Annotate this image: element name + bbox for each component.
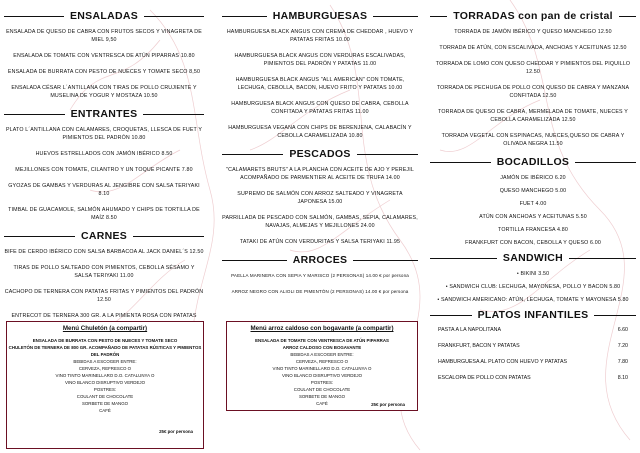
section-title: HAMBURGUESAS (272, 10, 368, 22)
kids-dish: FRANKFURT, BACON Y PATATAS (438, 343, 520, 349)
middle-column (222, 6, 418, 304)
hamburguesas-header (222, 10, 418, 22)
section-title: ARROCES (292, 254, 348, 266)
pescados-header (222, 148, 418, 160)
menu-line: VINO TINTO MARINELLARO D.O. CATALUNYA O (272, 366, 372, 371)
kids-dish: ESCALOPA DE POLLO CON PATATAS (438, 375, 531, 381)
entrantes-header (4, 108, 204, 120)
menu-line: COULANT DE CHOCOLATE (76, 394, 134, 399)
section-title: CARNES (80, 230, 128, 242)
section-title: ENTRANTES (70, 108, 138, 120)
menu-item: TIRAS DE POLLO SALTEADO CON PIMIENTOS, CEBOLLA SÉSAMO Y SALSA TERIYAKI 11.00 (13, 265, 195, 279)
platos-infantiles-header (430, 309, 636, 321)
torradas-header (430, 10, 636, 22)
menu-item: PLATO L´ANTILLANA CON CALAMARES, CROQUETAS, LLESCA DE FUET Y PIMIENTOS DEL PADRÓN 10.80 (5, 127, 202, 141)
bocadillos-header (430, 156, 636, 168)
menu-arroz-box (226, 321, 418, 411)
section-title: PESCADOS (289, 148, 351, 160)
menu-line: POSTRES: (93, 387, 117, 392)
menu-arroz-title: Menú arroz caldoso con bogavante (a compartir) (250, 325, 394, 332)
menu-item: FUET 4.00 (519, 201, 547, 207)
section-title: SANDWICH (502, 252, 564, 264)
kids-price: 6.60 (617, 327, 628, 333)
kids-row (430, 343, 636, 350)
menu-item: TATAKI DE ATÚN CON VERDURITAS Y SALSA TERIYAKI 11.95 (239, 239, 401, 245)
menu-item: ENSALADA DE TOMATE CON VENTRESCA DE ATÚN PIPARRAS 10.80 (13, 53, 195, 59)
menu-item: ATÚN CON ANCHOAS Y ACEITUNAS 5.50 (479, 214, 587, 220)
kids-row (430, 359, 636, 366)
menu-item: TORRADA DE JAMÓN IBÉRICO Y QUESO MANCHEGO 12.50 (454, 29, 612, 35)
menu-item: • BIKINI 3.50 (516, 271, 550, 277)
menu-line: SORBETE DE MANGO (81, 401, 129, 406)
menu-line: ARROZ CALDOSO CON BOGAVANTE (282, 345, 362, 350)
menu-line: CAFÉ (99, 408, 111, 413)
kids-row (430, 327, 636, 334)
menu-item: BIFE DE CERDO IBÉRICO CON SALSA BARBACOA AL JACK DANIEL´S 12.50 (4, 249, 204, 255)
menu-item: ENSALADA DE QUESO DE CABRA CON FRUTOS SECOS Y VINAGRETA DE MIEL 9,50 (6, 29, 202, 43)
arroces-header (222, 254, 418, 266)
menu-line: CAFÉ (316, 401, 328, 406)
menu-item: TORRADA DE PECHUGA DE POLLO CON QUESO DE CABRA Y MANZANA CONFITADA 12.50 (436, 85, 630, 99)
kids-row (430, 375, 636, 382)
menu-item: HAMBURGUESA VEGANA CON CHIPS DE BERENJENA, CALABACÍN Y CEBOLLA CARAMELIZADA 10.80 (228, 125, 412, 139)
menu-line: VINO TINTO MARINELLARO D.O. CATALUNYA O (55, 373, 155, 378)
menu-item: CACHOPO DE TERNERA CON PATATAS FRITAS Y PIMIENTOS DEL PADRÓN 12.50 (4, 289, 204, 303)
menu-line: POSTRES: (310, 380, 334, 385)
menu-item: ARROZ NEGRO CON ALIOLI DE PIMENTÓN (2 PERSONAS) 14.00 € por persona (231, 289, 409, 294)
menu-item: "CALAMARETS BRUTS" A LA PLANCHA CON ACEITE DE AJO Y PEREJIL ACOMPAÑADO DE PARMENTIER AL ACEITE DE TRUFA 14.00 (226, 167, 414, 181)
menu-item: HAMBURGUESA BLACK ANGUS CON VERDURAS ESCALIVADAS, PIMIENTOS DEL PADRÓN Y PATATAS 11.00 (234, 53, 406, 67)
sandwich-header (430, 252, 636, 264)
left-column (4, 6, 204, 328)
menu-item: TORRADA DE QUESO DE CABRA, MERMELADA DE TOMATE, NUECES Y CEBOLLA CARAMELIZADA 12.50 (438, 109, 628, 123)
menu-item: HUEVOS ESTRELLADOS CON JAMÓN IBÉRICO 8.50 (35, 151, 173, 157)
menu-item: PARRILLADA DE PESCADO CON SALMÓN, GAMBAS, SEPIA, CALAMARES, NAVAJAS, ALMEJAS Y MEJILLONES 24.00 (222, 215, 418, 229)
menu-item: SUPREMO DE SALMÓN CON ARROZ SALTEADO Y VINAGRETA JAPONESA 15.00 (237, 191, 403, 205)
section-title: PLATOS INFANTILES (477, 309, 589, 321)
menu-item: ENTRECOT DE TERNERA 300 GR. A LA PIMIENTA ROSA CON PATATAS (11, 313, 197, 319)
menu-item: MEJILLONES CON TOMATE, CILANTRO Y UN TOQUE PICANTE 7.80 (15, 167, 193, 173)
kids-dish: PASTA A LA NAPOLITANA (438, 327, 501, 333)
menu-item: TORRADA DE LOMO CON QUESO CHEDDAR Y PIMIENTOS DEL PIQUILLO 12.50 (435, 61, 631, 75)
menu-item: • SANDWICH CLUB: LECHUGA, MAYONESA, POLLO Y BACON 5.80 (445, 284, 621, 290)
menu-item: ENSALADA CÉSAR L´ANTILLANA CON TIRAS DE POLLO CRUJIENTE Y MUSELINA DE YOGUR Y MOSTAZA 10.50 (11, 85, 197, 99)
menu-line: VINO BLANCO DISRUPTIVO VERDEJO (281, 373, 363, 378)
menu-item: GYOZAS DE GAMBAS Y VERDURAS AL JENGIBRE CON SALSA TERIYAKI 8.10 (8, 183, 200, 197)
menu-item: FRANKFURT CON BACON, CEBOLLA Y QUESO 6.00 (465, 240, 601, 246)
menu-item: PAELLA MARINERA CON SEPIA Y MARISCO (2 PERSONAS) 14.00 € por persona (231, 273, 409, 278)
menu-line: BEBIDAS A ESCOGER ENTRE: (290, 352, 354, 357)
menu-item: JAMÓN DE IBÉRICO 6.20 (500, 175, 566, 181)
menu-line: ENSALADA DE BURRATA CON PESTO DE NUECES Y TOMATE SECO (32, 338, 178, 343)
section-title: TORRADAS con pan de cristal (453, 10, 613, 22)
menu-item: TORTILLA FRANCESA 4.80 (498, 227, 568, 233)
menu-line: COULANT DE CHOCOLATE (293, 387, 351, 392)
menu-item: HAMBURGUESA BLACK ANGUS CON CREMA DE CHEDDAR , HUEVO Y PATATAS FRITAS 10.00 (226, 29, 414, 43)
menu-chuleton-title: Menú Chuletón (a compartir) (62, 325, 148, 332)
kids-dish: HAMBURGUESA AL PLATO CON HUEVO Y PATATAS (438, 359, 568, 365)
menu-line: CERVEZA, REFRESCO O (78, 366, 132, 371)
section-title: BOCADILLOS (496, 156, 570, 168)
carnes-header (4, 230, 204, 242)
menu-line: ENSALADA DE TOMATE CON VENTRESCA DE ATÚN PIPARRAS (255, 338, 389, 343)
menu-price: 25€ por persona (159, 429, 193, 434)
kids-price: 7.20 (617, 343, 628, 349)
menu-item: QUESO MANCHEGO 5.00 (499, 188, 567, 194)
section-title: ENSALADAS (69, 10, 139, 22)
kids-price: 7.80 (617, 359, 628, 365)
menu-chuleton-box (6, 321, 204, 449)
kids-price: 8.10 (617, 375, 628, 381)
menu-item: TORRADA DE ATÚN, CON ESCALIVADA, ANCHOAS Y ACEITUNAS 12.50 (439, 45, 627, 51)
right-column (430, 6, 636, 391)
menu-item: ENSALADA DE BURRATA CON PESTO DE NUECES Y TOMATE SECO 8,50 (7, 69, 201, 75)
ensaladas-header (4, 10, 204, 22)
menu-line: SORBETE DE MANGO (298, 394, 346, 399)
menu-price: 25€ por persona (371, 402, 405, 407)
menu-item: HAMBURGUESA BLACK ANGUS CON QUESO DE CABRA, CEBOLLA CONFITADA Y PATATAS FRITAS 11.00 (231, 101, 409, 115)
menu-item: HAMBURGUESA BLACK ANGUS "ALL AMERICAN" CON TOMATE, LECHUGA, CEBOLLA, BACON, HUEVO FRITO Y PATATAS 10.00 (235, 77, 405, 91)
menu-line: CERVEZA, REFRESCO O (295, 359, 349, 364)
menu-item: • SANDWICH AMERICANO: ATÚN, LECHUGA, TOMATE Y MAYONESA 5.80 (437, 297, 629, 303)
menu-line: CHULETÓN DE TERNERA DE 800 GR. ACOMPAÑADO DE PATATAS RÚSTICAS Y PIMIENTOS DEL PADRÓN (8, 345, 202, 357)
menu-line: VINO BLANCO DISRUPTIVO VERDEJO (64, 380, 146, 385)
menu-item: TIMBAL DE GUACAMOLE, SALMÓN AHUMADO Y CHIPS DE TORTILLA DE MAÍZ 8.50 (8, 207, 200, 221)
menu-item: TORRADA VEGETAL CON ESPINACAS, NUECES,QUESO DE CABRA Y OLIVADA NEGRA 11.50 (441, 133, 625, 147)
menu-line: BEBIDAS A ESCOGER ENTRE: (73, 359, 137, 364)
